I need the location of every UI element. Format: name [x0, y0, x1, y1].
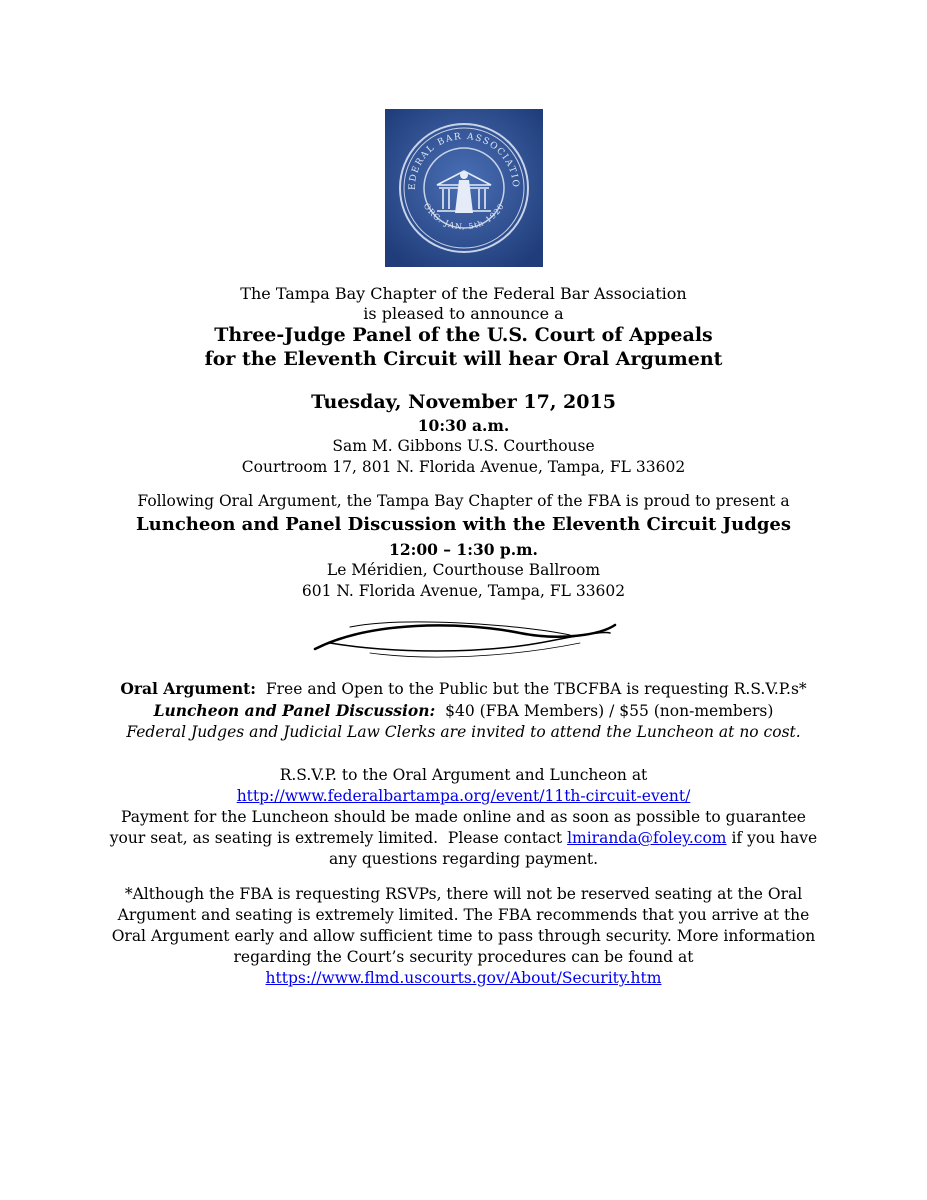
- luncheon-price-text: $40 (FBA Members) / $55 (non-members): [435, 702, 774, 720]
- intro-line-1: The Tampa Bay Chapter of the Federal Bar Association: [240, 284, 687, 303]
- judges-note: Federal Judges and Judicial Law Clerks are invited to attend the Luncheon at no cost.: [126, 723, 801, 741]
- luncheon-time: 12:00 – 1:30 p.m.: [389, 540, 538, 559]
- seal-date: ORG. JAN. 5th 1920: [421, 201, 507, 232]
- oral-argument-text: Free and Open to the Public but the TBCFBA is requesting R.S.V.P.s*: [256, 680, 807, 698]
- security-procedures-link[interactable]: https://www.flmd.uscourts.gov/About/Security.htm: [265, 969, 662, 987]
- oral-argument-address: Courtroom 17, 801 N. Florida Avenue, Tampa, FL 33602: [241, 458, 686, 476]
- title-line-2: for the Eleventh Circuit will hear Oral Argument: [204, 348, 723, 370]
- pricing-section: [60, 678, 867, 743]
- rsvp-contact-pre: your seat, as seating is extremely limited. Please contact: [109, 829, 568, 847]
- intro-line-2: is pleased to announce a: [363, 304, 564, 323]
- rsvp-section: [60, 765, 867, 870]
- note-line-1: *Although the FBA is requesting RSVPs, there will not be reserved seating at the Oral: [124, 885, 803, 903]
- title-line-1: Three-Judge Panel of the U.S. Court of Appeals: [214, 324, 713, 346]
- oral-argument-details: [60, 415, 867, 478]
- oral-argument-date: Tuesday, November 17, 2015: [311, 391, 616, 413]
- luncheon-title: Luncheon and Panel Discussion with the Eleventh Circuit Judges: [135, 514, 791, 535]
- luncheon-address: 601 N. Florida Avenue, Tampa, FL 33602: [301, 582, 626, 600]
- federal-bar-association-seal-logo: [385, 109, 543, 267]
- note-line-2: Argument and seating is extremely limited. The FBA recommends that you arrive at the: [117, 906, 810, 924]
- contact-email-link[interactable]: lmiranda@foley.com: [567, 829, 727, 847]
- luncheon-label: Luncheon and Panel Discussion:: [153, 701, 436, 720]
- note-line-3: Oral Argument early and allow sufficient time to pass through security. More information: [111, 927, 816, 945]
- oral-argument-time: 10:30 a.m.: [417, 416, 510, 435]
- seal-text: EDERAL BAR ASSOCIATIO: [407, 131, 521, 191]
- luncheon-details: [60, 539, 867, 602]
- oral-argument-venue: Sam M. Gibbons U.S. Courthouse: [332, 437, 595, 455]
- luncheon-lead: Following Oral Argument, the Tampa Bay Chapter of the FBA is proud to present a: [137, 492, 790, 510]
- rsvp-line-1: R.S.V.P. to the Oral Argument and Luncheon at: [279, 766, 648, 784]
- flourish-divider: [310, 613, 620, 663]
- security-note: [60, 884, 867, 989]
- rsvp-line-3: Payment for the Luncheon should be made online and as soon as possible to guarantee: [121, 808, 806, 826]
- oral-argument-label: Oral Argument:: [120, 679, 257, 698]
- seal-graphic: [385, 109, 543, 267]
- rsvp-contact-post: if you have: [726, 829, 818, 847]
- event-title: [60, 323, 867, 371]
- note-line-4: regarding the Court’s security procedures can be found at: [233, 948, 694, 966]
- luncheon-venue: Le Méridien, Courthouse Ballroom: [326, 561, 601, 579]
- luncheon-pricing: [60, 700, 867, 722]
- intro-section: [60, 284, 867, 324]
- rsvp-event-link[interactable]: http://www.federalbartampa.org/event/11th-circuit-event/: [236, 787, 691, 805]
- oral-argument-pricing: [60, 678, 867, 700]
- rsvp-line-4: [60, 828, 867, 849]
- rsvp-line-5: any questions regarding payment.: [328, 850, 599, 868]
